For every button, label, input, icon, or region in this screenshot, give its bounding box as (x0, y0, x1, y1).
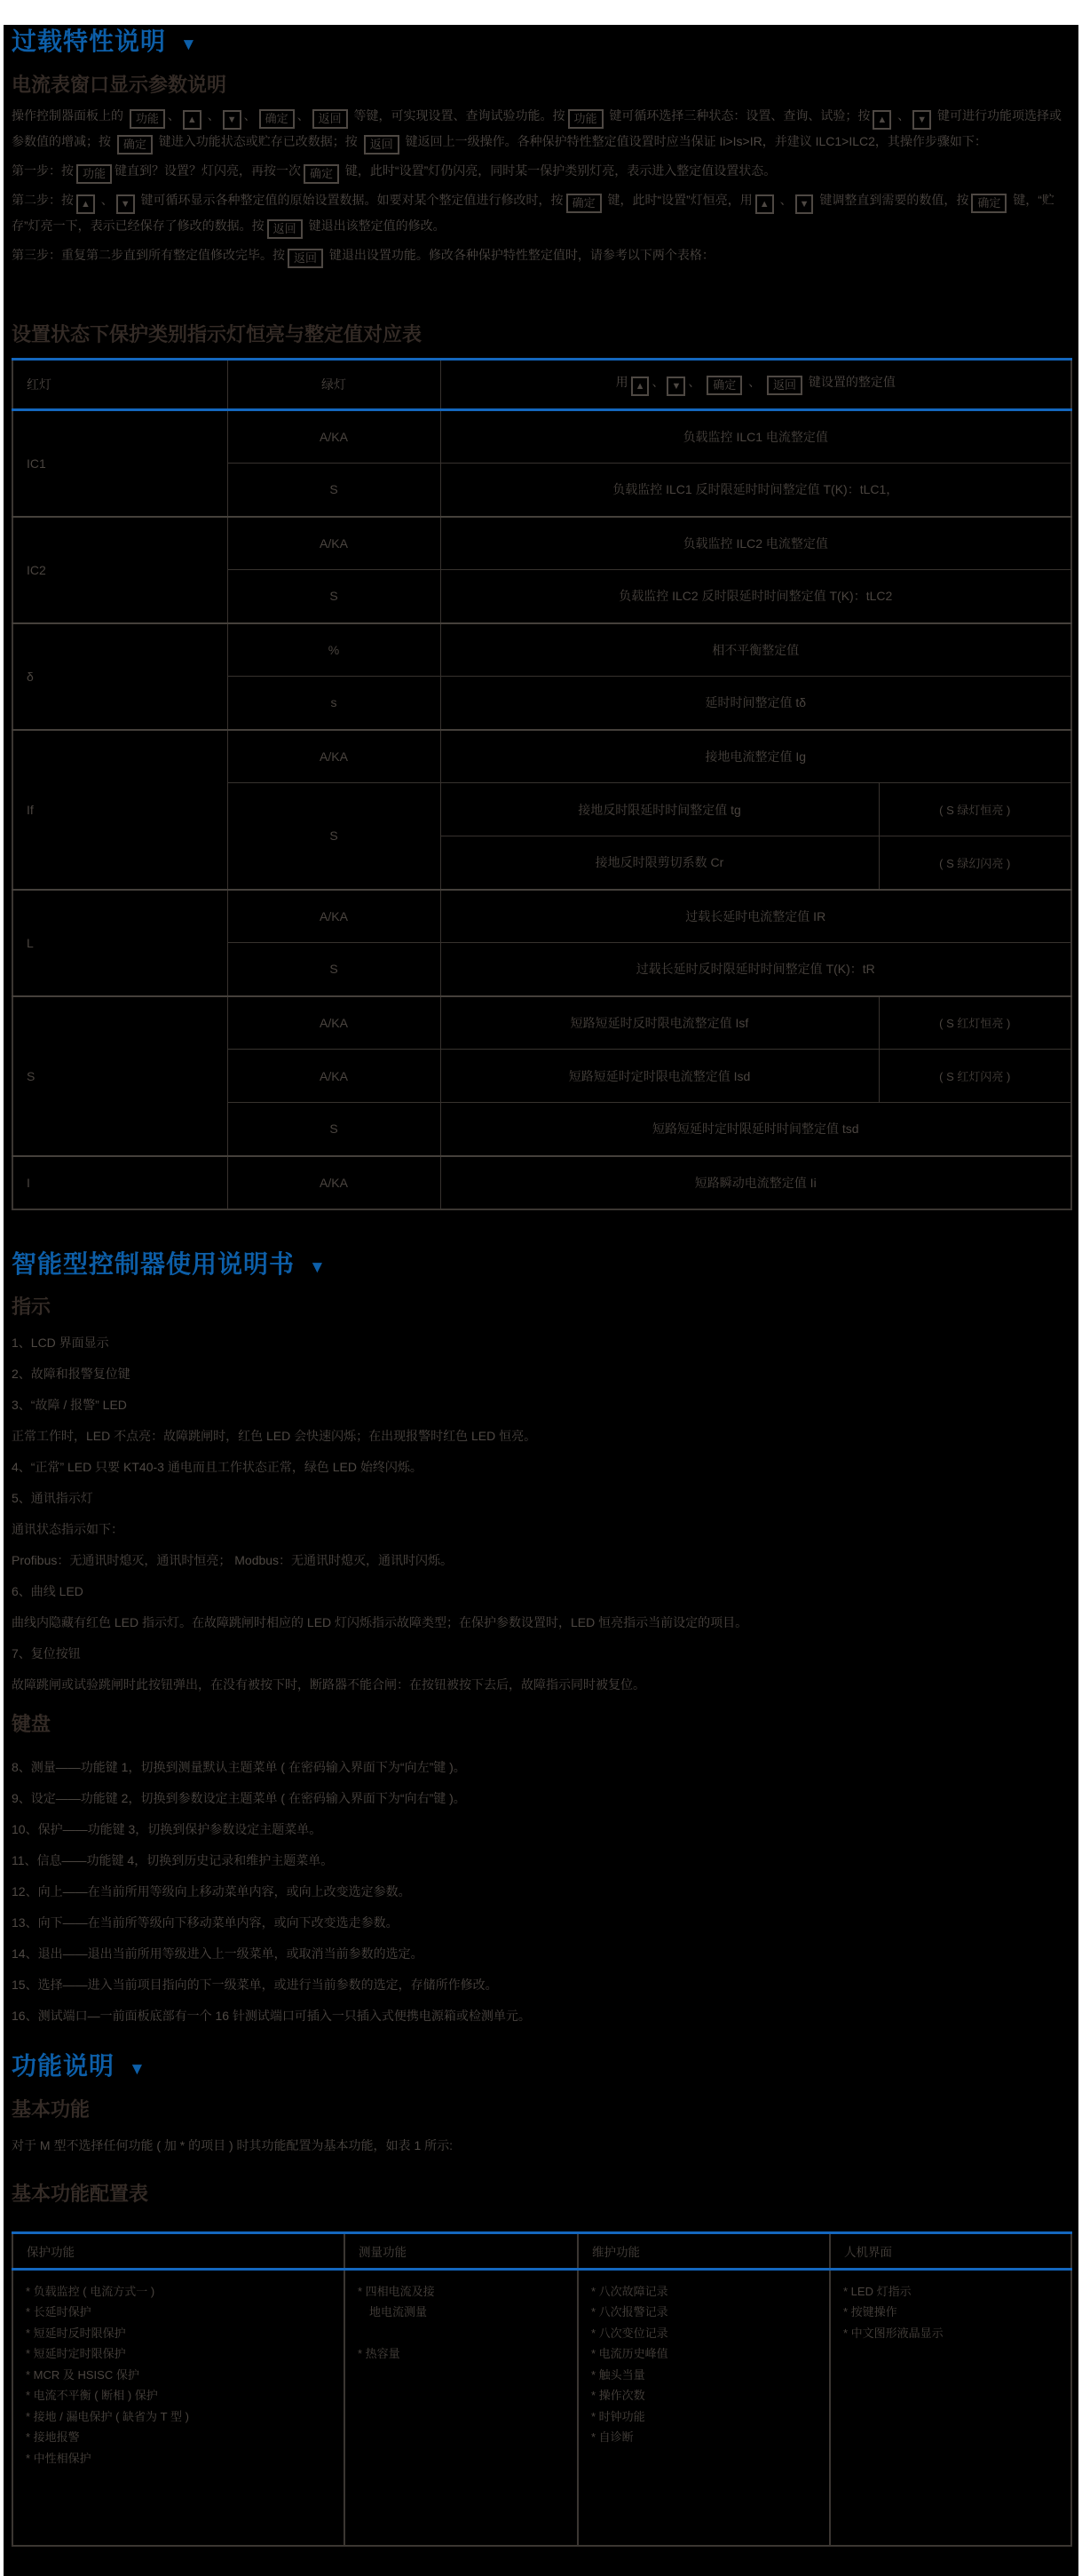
collapse-arrow-icon: ▼ (129, 2059, 146, 2079)
key-up-icon: ▲ (755, 194, 774, 214)
text-line: 6、曲线 LED (12, 1583, 83, 1598)
paragraph-basic-function: 对于 M 型不选择任何功能 ( 加 * 的项目 ) 时其功能配置为基本功能，如表 1 所示: (12, 2137, 454, 2152)
col-header-green-lamp: 绿灯 (227, 360, 440, 410)
text-line: 2、故障和报警复位键 (12, 1366, 130, 1381)
subsection-title-indicate: 指示 (12, 1295, 51, 1318)
table-cell-desc: 负载监控 ILC1 反时限延时时间整定值 T(K)：tLC1， (440, 464, 1071, 517)
text-line: 10、保护——功能键 3，切换到保护参数设定主题菜单。 (12, 1821, 322, 1836)
table-cell-note: ( S 红灯闪亮 ) (879, 1050, 1071, 1103)
text-line: * 触头当量 (591, 2367, 645, 2382)
text-line: * 短延时反时限保护 (26, 2326, 126, 2340)
text-line: * 负载监控 ( 电流方式一 ) (26, 2284, 155, 2298)
table-cell-red: I (12, 1156, 227, 1209)
subsection-title-keyboard: 键盘 (12, 1712, 51, 1735)
text-line: * 电流历史峰值 (591, 2347, 668, 2360)
key-button: 返回 (288, 249, 323, 268)
section-title-controller-manual[interactable] (12, 1249, 1070, 1283)
text-line: * 中性相保护 (26, 2451, 91, 2465)
text-line: 故障跳闸或试验跳闸时此按钮弹出，在没有被按下时，断路器不能合闸：在按钮被按下去后，故障指示同时被复位。 (12, 1676, 645, 1692)
key-button: 功能 (76, 164, 112, 184)
text-line: * 接地 / 漏电保护 ( 缺省为 T 型 ) (26, 2409, 189, 2423)
subsection-title-ammeter-display: 电流表窗口显示参数说明 (12, 74, 227, 96)
text-line: * 八次变位记录 (591, 2326, 668, 2340)
table-cell-note: ( S 绿灯恒亮 ) (879, 783, 1071, 836)
text-line: 13、向下——在当前所等级向下移动菜单内容，或向下改变选走参数。 (12, 1914, 399, 1930)
text-line: * 中文图形液晶显示 (843, 2326, 944, 2340)
table-cell-desc: 延时时间整定值 tδ (440, 677, 1071, 730)
col-header-protection: 保护功能 (12, 2232, 344, 2269)
table-cell-desc: 短路短延时定时限电流整定值 Isd (440, 1050, 879, 1103)
table-cell-red: L (12, 890, 227, 996)
key-button: 返回 (364, 135, 399, 155)
text-line: 8、测量——功能键 1，切换到测量默认主题菜单 ( 在密码输入界面下为“向左”键 )。 (12, 1759, 466, 1774)
table-cell-red: IC1 (12, 410, 227, 517)
table-cell-note: ( S 绿幻闪亮 ) (879, 836, 1071, 890)
table-cell-red: δ (12, 623, 227, 730)
text-line: 7、复位按钮 (12, 1645, 81, 1661)
text-line: 通讯状态指示如下： (12, 1521, 123, 1536)
text-line: * 按键操作 (843, 2305, 897, 2318)
text-line: * 接地报警 (26, 2430, 80, 2444)
table-cell-green: A/KA (227, 996, 440, 1050)
table-cell-desc: 短路瞬动电流整定值 Ii (440, 1156, 1071, 1209)
text-line: 3、“故障 / 报警” LED (12, 1397, 127, 1412)
key-button: 功能 (568, 109, 604, 129)
section-title-text: 过载特性说明 (12, 28, 167, 55)
table-cell-desc: 接地反时限剪切系数 Cr (440, 836, 879, 890)
section-title-text: 功能说明 (12, 2051, 115, 2080)
text-line: * LED 灯指示 (843, 2284, 912, 2298)
key-up-icon: ▲ (183, 110, 201, 130)
table-cell-desc: 过载长延时反时限延时时间整定值 T(K)：tR (440, 943, 1071, 996)
table-cell-note: ( S 红灯恒亮 ) (879, 996, 1071, 1050)
text-line: 11、信息——功能键 4，切换到历史记录和维护主题菜单。 (12, 1852, 334, 1867)
key-button: 确定 (117, 135, 153, 155)
text-line: * 热容量 (358, 2347, 400, 2360)
table-cell-green: A/KA (227, 890, 440, 943)
section-title-text: 智能型控制器使用说明书 (12, 1249, 296, 1278)
settings-table (12, 358, 1072, 1210)
col-header-set-value: 用 ▲ 、 ▼ 、 确定 、 返回 键设置的整定值 (440, 360, 1071, 410)
table-cell-green: S (227, 1103, 440, 1156)
key-up-icon: ▲ (76, 194, 95, 214)
text-line: * 自诊断 (591, 2430, 634, 2444)
table-cell-green: s (227, 677, 440, 730)
table-cell-red: IC2 (12, 517, 227, 623)
key-button: 确定 (259, 109, 295, 129)
table-cell-red: S (12, 996, 227, 1156)
table-cell-green: A/KA (227, 517, 440, 570)
key-button: 功能 (130, 109, 165, 129)
key-up-icon: ▲ (873, 110, 891, 130)
table-cell-desc: 负载监控 ILC2 反时限延时时间整定值 T(K)：tLC2 (440, 570, 1071, 623)
text-line: * 电流不平衡 ( 断相 ) 保护 (26, 2389, 158, 2402)
key-down-icon: ▼ (223, 110, 241, 130)
table-cell-desc: 过载长延时电流整定值 IR (440, 890, 1071, 943)
text-line: 16、测试端口—一前面板底部有一个 16 针测试端口可插入一只插入式便携电源箱或检测单元。 (12, 2008, 531, 2023)
text-line: * 操作次数 (591, 2389, 645, 2402)
text-line: Profibus：无通讯时熄灭，通讯时恒亮； Modbus：无通讯时熄灭，通讯时闪烁。 (12, 1552, 454, 1567)
table-cell-green: A/KA (227, 1156, 440, 1209)
text-line: 14、退出——退出当前所用等级进入上一级菜单，或取消当前参数的选定。 (12, 1946, 423, 1961)
table-cell-desc: 负载监控 ILC2 电流整定值 (440, 517, 1071, 570)
text-line: * 八次报警记录 (591, 2305, 668, 2318)
col-header-hmi: 人机界面 (830, 2232, 1071, 2269)
section-title-overload[interactable] (12, 27, 1070, 60)
key-down-icon: ▼ (667, 376, 685, 396)
text-line: 15、选择——进入当前项目指向的下一级菜单，或进行当前参数的选定，存储所作修改。 (12, 1977, 498, 1992)
text-line: 5、通讯指示灯 (12, 1490, 93, 1505)
section-title-function[interactable] (12, 2051, 1070, 2085)
text-line: * 四相电流及接 (358, 2284, 435, 2298)
table-cell-green: A/KA (227, 1050, 440, 1103)
table-cell-green: A/KA (227, 730, 440, 783)
text-line: 曲线内隐藏有红色 LED 指示灯。在故障跳闸时相应的 LED 灯闪烁指示故障类型；在保护参数设置时，LED 恒亮指示当前设定的项目。 (12, 1614, 748, 1629)
key-button: 确定 (707, 376, 742, 395)
keyboard-list (12, 1752, 1070, 2032)
table-cell-green: S (227, 783, 440, 890)
text-line: * 时钟功能 (591, 2409, 645, 2423)
subsection-title-basic-config-table: 基本功能配置表 (12, 2182, 149, 2205)
text-line: 1、LCD 界面显示 (12, 1335, 109, 1350)
table-cell-green: S (227, 570, 440, 623)
key-button: 返回 (267, 219, 303, 239)
collapse-arrow-icon: ▼ (180, 36, 197, 54)
key-button: 确定 (971, 194, 1007, 213)
text-line: 9、设定——功能键 2，切换到参数设定主题菜单 ( 在密码输入界面下为“向右”键 )。 (12, 1790, 466, 1805)
text-line: 地电流测量 (358, 2305, 428, 2318)
key-button: 返回 (312, 109, 348, 129)
text-line: * MCR 及 HSISC 保护 (26, 2367, 139, 2382)
text-line: 4、“正常” LED 只要 KT40-3 通电而且工作状态正常，绿色 LED 始终闪烁。 (12, 1459, 423, 1474)
protection-functions-cell (12, 2269, 344, 2546)
paragraph-operation: 操作控制器面板上的 功能 、 ▲ 、 ▼ 、 确定 、 返回 等键，可实现设置、查询试验功能。按 功能 键可循环选择三种状态：设置、查询、试验；按 ▲ 、 ▼ 键可进行功能项选择或参数值的增减；按 确定 键进入功能状态或贮存已改数据；按 返回 键返回上一级操作。各种保护特性整定值设置时应当保证 Ii>Is>IR，并建议 ILC1>ILC2，其操作步骤如下： (12, 104, 1070, 155)
table-cell-green: S (227, 464, 440, 517)
key-down-icon: ▼ (116, 194, 135, 214)
paragraph-step1: 第一步：按 功能 键直到？设置？灯闪亮，再按一次 确定 键，此时“设置”灯仍闪亮，同时某一保护类别灯亮，表示进入整定值设置状态。 (12, 159, 1070, 184)
key-button: 确定 (304, 164, 339, 184)
col-header-red-lamp: 红灯 (12, 360, 227, 410)
paragraph-step3: 第三步：重复第二步直到所有整定值修改完毕。按 返回 键退出设置功能。修改各种保护特性整定值时，请参考以下两个表格： (12, 243, 1070, 268)
table-cell-desc: 相不平衡整定值 (440, 623, 1071, 677)
measurement-functions-cell (344, 2269, 578, 2546)
col-header-maintenance: 维护功能 (578, 2232, 830, 2269)
key-up-icon: ▲ (631, 376, 650, 396)
table-cell-desc: 接地电流整定值 Ig (440, 730, 1071, 783)
key-down-icon: ▼ (912, 110, 931, 130)
text-line: 正常工作时，LED 不点亮：故障跳闸时，红色 LED 会快速闪烁；在出现报警时红色 LED 恒亮。 (12, 1428, 537, 1443)
table-cell-red: If (12, 730, 227, 890)
text-line: 12、向上——在当前所用等级向上移动菜单内容，或向上改变选定参数。 (12, 1883, 411, 1898)
table-cell-desc: 短路短延时定时限延时时间整定值 tsd (440, 1103, 1071, 1156)
key-button: 返回 (767, 376, 802, 395)
text-line: * 短延时定时限保护 (26, 2347, 126, 2360)
table-cell-desc: 接地反时限延时时间整定值 tg (440, 783, 879, 836)
document-page (4, 25, 1078, 2576)
table-cell-desc: 短路短延时反时限电流整定值 Isf (440, 996, 879, 1050)
indicator-list (12, 1328, 1070, 1700)
collapse-arrow-icon: ▼ (309, 1257, 326, 1277)
subsection-title-basic-function: 基本功能 (12, 2097, 91, 2120)
text-line (358, 2323, 568, 2344)
hmi-functions-cell (830, 2269, 1071, 2546)
key-down-icon: ▼ (795, 194, 814, 214)
table-cell-green: % (227, 623, 440, 677)
col-header-measurement: 测量功能 (344, 2232, 578, 2269)
subsection-title-settings-table: 设置状态下保护类别指示灯恒亮与整定值对应表 (12, 323, 423, 345)
key-button: 确定 (566, 194, 602, 213)
table-cell-desc: 负载监控 ILC1 电流整定值 (440, 410, 1071, 464)
basic-functions-table (12, 2231, 1072, 2547)
maintenance-functions-cell (578, 2269, 830, 2546)
table-cell-green: A/KA (227, 410, 440, 464)
table-cell-green: S (227, 943, 440, 996)
paragraph-step2: 第二步：按 ▲ 、 ▼ 键可循环显示各种整定值的原始设置数据。如要对某个整定值进行修改时，按 确定 键，此时“设置”灯恒亮，用 ▲ 、 ▼ 键调整直到需要的数值，按 确定 键，“贮存”灯亮一下，表示已经保存了修改的数据。按 返回 键退出该整定值的修改。 (12, 188, 1070, 239)
text-line: * 长延时保护 (26, 2305, 91, 2318)
text-line: * 八次故障记录 (591, 2284, 668, 2298)
